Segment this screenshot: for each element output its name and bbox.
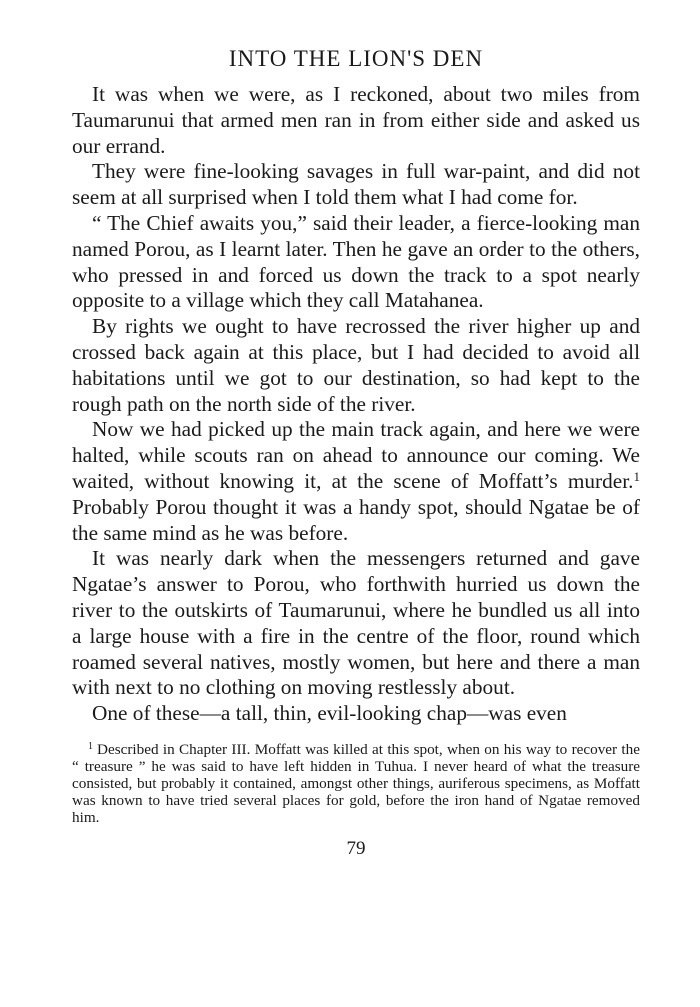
book-page bbox=[72, 44, 640, 860]
paragraph-7: One of these—a tall, thin, evil-looking chap—was even bbox=[92, 701, 567, 726]
paragraph-5 bbox=[72, 417, 640, 546]
paragraph-2: They were fine-looking savages in full war-paint, and did not seem at all surprised when I told them what I had come for. bbox=[72, 159, 640, 210]
footnote-reference: 1 bbox=[633, 468, 640, 484]
running-head: INTO THE LION'S DEN bbox=[228, 46, 484, 71]
paragraph-4: By rights we ought to have recrossed the river higher up and crossed back again at this place, but I had decided to avoid all habitations until we got to our destination, so had kept to the rough path on the north side of the river. bbox=[72, 314, 640, 416]
footnote bbox=[72, 741, 640, 826]
body-text bbox=[72, 82, 640, 727]
paragraph-1: It was when we were, as I reckoned, about two miles from Taumarunui that armed men ran in from either side and asked us our errand. bbox=[72, 82, 640, 158]
paragraph-6: It was nearly dark when the messengers returned and gave Ngatae’s answer to Porou, who forthwith hurried us down the river to the outskirts of Taumarunui, where he bundled us all into a large house with a fire in the centre of the floor, round which roamed several natives, mostly women, but here and there a man with next to no clothing on moving restlessly about. bbox=[72, 546, 640, 700]
footnote-text: Described in Chapter III. Moffatt was killed at this spot, when on his way to recover the “ treasure ” he was said to have left hidden in Tuhua. I never heard of what the treasure consisted, but probably it contained, amongst other things, auriferous specimens, as Moffatt was known to have tried several places for gold, before the iron hand of Ngatae removed him. bbox=[72, 740, 640, 826]
paragraph-5-text-a: Now we had picked up the main track again, and here we were halted, while scouts ran on ahead to announce our coming. We waited, without knowing it, at the scene of Moffatt’s murder. bbox=[72, 417, 640, 493]
paragraph-3: “ The Chief awaits you,” said their leader, a fierce-looking man named Porou, as I learnt later. Then he gave an order to the others, who pressed in and forced us down the track to a spot nearly opposite to a village which they call Matahanea. bbox=[72, 210, 640, 313]
page-number: 79 bbox=[346, 837, 366, 859]
footnote-mark: 1 bbox=[88, 740, 93, 752]
paragraph-5-text-b: Probably Porou thought it was a handy spot, should Ngatae be of the same mind as he was before. bbox=[72, 494, 640, 545]
